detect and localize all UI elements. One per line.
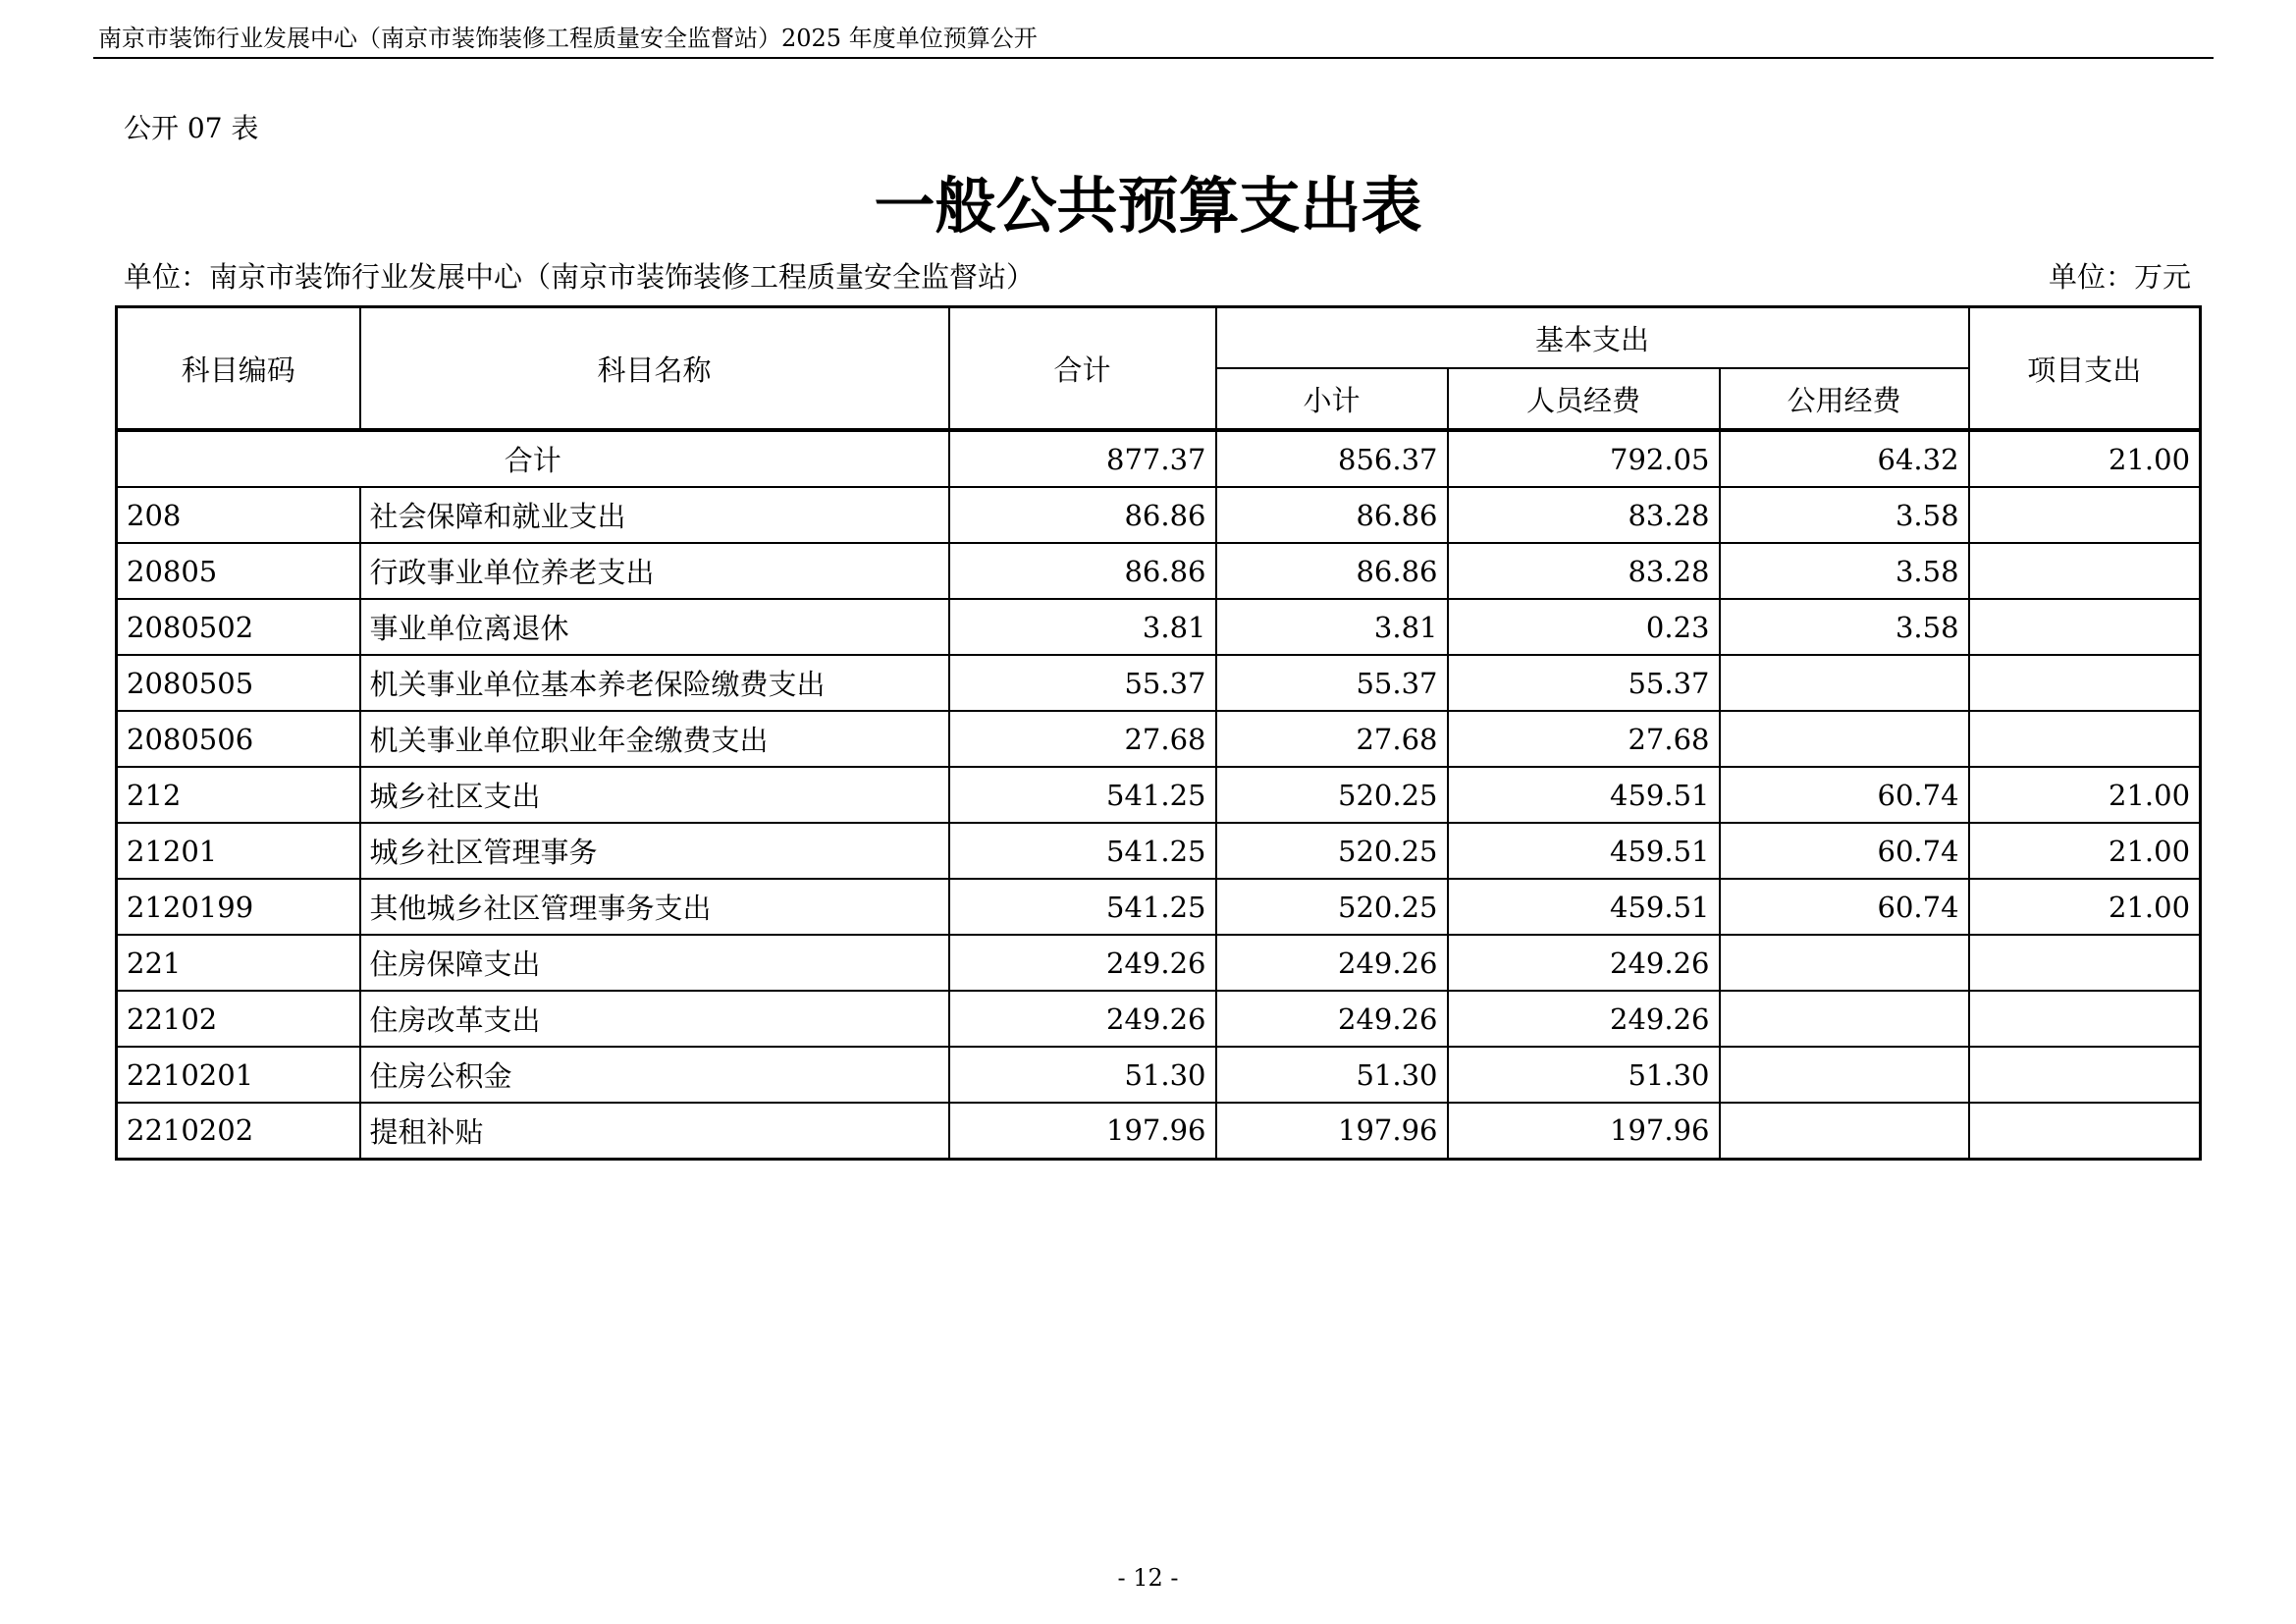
row-subtotal: 249.26 xyxy=(1216,935,1448,991)
total-total: 877.37 xyxy=(949,430,1216,487)
row-personnel: 459.51 xyxy=(1448,879,1720,935)
total-project: 21.00 xyxy=(1969,430,2201,487)
row-total: 249.26 xyxy=(949,935,1216,991)
row-personnel: 459.51 xyxy=(1448,823,1720,879)
unit-currency: 单位：万元 xyxy=(2048,260,2191,294)
row-public: 3.58 xyxy=(1720,543,1969,599)
row-name: 城乡社区支出 xyxy=(360,767,949,823)
row-code: 221 xyxy=(117,935,360,991)
row-code: 2210201 xyxy=(117,1047,360,1103)
row-subtotal: 249.26 xyxy=(1216,991,1448,1047)
table-row xyxy=(117,991,2201,1047)
row-code: 2080505 xyxy=(117,655,360,711)
row-total: 249.26 xyxy=(949,991,1216,1047)
row-public: 60.74 xyxy=(1720,823,1969,879)
row-project xyxy=(1969,599,2201,655)
row-total: 197.96 xyxy=(949,1103,1216,1159)
row-personnel: 27.68 xyxy=(1448,711,1720,767)
total-label: 合计 xyxy=(117,430,949,487)
row-project xyxy=(1969,1103,2201,1159)
row-project xyxy=(1969,1047,2201,1103)
row-code: 212 xyxy=(117,767,360,823)
row-project: 21.00 xyxy=(1969,767,2201,823)
row-project: 21.00 xyxy=(1969,823,2201,879)
row-subtotal: 3.81 xyxy=(1216,599,1448,655)
row-total: 86.86 xyxy=(949,543,1216,599)
row-code: 2210202 xyxy=(117,1103,360,1159)
row-code: 22102 xyxy=(117,991,360,1047)
row-subtotal: 520.25 xyxy=(1216,823,1448,879)
table-row xyxy=(117,711,2201,767)
unit-organization: 单位：南京市装饰行业发展中心（南京市装饰装修工程质量安全监督站） xyxy=(124,260,1036,294)
row-project xyxy=(1969,935,2201,991)
row-name: 行政事业单位养老支出 xyxy=(360,543,949,599)
row-public xyxy=(1720,935,1969,991)
row-project xyxy=(1969,711,2201,767)
row-code: 20805 xyxy=(117,543,360,599)
row-total: 27.68 xyxy=(949,711,1216,767)
row-personnel: 249.26 xyxy=(1448,991,1720,1047)
page-title: 一般公共预算支出表 xyxy=(874,170,1422,242)
row-name: 社会保障和就业支出 xyxy=(360,487,949,543)
row-subtotal: 520.25 xyxy=(1216,767,1448,823)
row-name: 其他城乡社区管理事务支出 xyxy=(360,879,949,935)
row-project xyxy=(1969,991,2201,1047)
table-row xyxy=(117,879,2201,935)
row-personnel: 459.51 xyxy=(1448,767,1720,823)
total-subtotal: 856.37 xyxy=(1216,430,1448,487)
row-subtotal: 27.68 xyxy=(1216,711,1448,767)
row-personnel: 83.28 xyxy=(1448,543,1720,599)
row-name: 住房公积金 xyxy=(360,1047,949,1103)
row-subtotal: 86.86 xyxy=(1216,543,1448,599)
row-project xyxy=(1969,543,2201,599)
row-total: 541.25 xyxy=(949,879,1216,935)
col-header-basic: 基本支出 xyxy=(1216,307,1969,369)
row-public: 60.74 xyxy=(1720,767,1969,823)
row-public xyxy=(1720,991,1969,1047)
row-total: 541.25 xyxy=(949,767,1216,823)
row-total: 51.30 xyxy=(949,1047,1216,1103)
row-code: 2080506 xyxy=(117,711,360,767)
row-personnel: 55.37 xyxy=(1448,655,1720,711)
row-name: 住房改革支出 xyxy=(360,991,949,1047)
col-header-subtotal: 小计 xyxy=(1216,368,1448,430)
row-public xyxy=(1720,1103,1969,1159)
table-row xyxy=(117,599,2201,655)
row-name: 城乡社区管理事务 xyxy=(360,823,949,879)
row-project: 21.00 xyxy=(1969,879,2201,935)
page-number: - 12 - xyxy=(1117,1564,1179,1592)
table-row xyxy=(117,487,2201,543)
col-header-total: 合计 xyxy=(949,307,1216,431)
row-code: 21201 xyxy=(117,823,360,879)
table-row xyxy=(117,1103,2201,1159)
col-header-code: 科目编码 xyxy=(117,307,360,431)
row-total: 3.81 xyxy=(949,599,1216,655)
header-divider xyxy=(93,57,2214,59)
row-name: 住房保障支出 xyxy=(360,935,949,991)
row-project xyxy=(1969,487,2201,543)
row-public xyxy=(1720,1047,1969,1103)
row-public: 60.74 xyxy=(1720,879,1969,935)
row-subtotal: 51.30 xyxy=(1216,1047,1448,1103)
row-personnel: 51.30 xyxy=(1448,1047,1720,1103)
row-public: 3.58 xyxy=(1720,599,1969,655)
row-total: 541.25 xyxy=(949,823,1216,879)
row-name: 提租补贴 xyxy=(360,1103,949,1159)
col-header-name: 科目名称 xyxy=(360,307,949,431)
table-code: 公开 07 表 xyxy=(124,112,259,144)
row-subtotal: 86.86 xyxy=(1216,487,1448,543)
row-personnel: 249.26 xyxy=(1448,935,1720,991)
row-code: 2080502 xyxy=(117,599,360,655)
col-header-personnel: 人员经费 xyxy=(1448,368,1720,430)
table-row xyxy=(117,543,2201,599)
table-row xyxy=(117,935,2201,991)
total-row xyxy=(117,430,2201,487)
row-subtotal: 55.37 xyxy=(1216,655,1448,711)
row-name: 机关事业单位基本养老保险缴费支出 xyxy=(360,655,949,711)
table-row xyxy=(117,767,2201,823)
row-name: 事业单位离退休 xyxy=(360,599,949,655)
row-name: 机关事业单位职业年金缴费支出 xyxy=(360,711,949,767)
row-public xyxy=(1720,711,1969,767)
table-row xyxy=(117,655,2201,711)
running-header: 南京市装饰行业发展中心（南京市装饰装修工程质量安全监督站）2025 年度单位预算公开 xyxy=(98,25,1038,52)
row-subtotal: 520.25 xyxy=(1216,879,1448,935)
col-header-project: 项目支出 xyxy=(1969,307,2201,431)
row-personnel: 197.96 xyxy=(1448,1103,1720,1159)
table-row xyxy=(117,1047,2201,1103)
row-project xyxy=(1969,655,2201,711)
total-public: 64.32 xyxy=(1720,430,1969,487)
row-code: 2120199 xyxy=(117,879,360,935)
budget-table xyxy=(115,305,2202,1161)
table-row xyxy=(117,823,2201,879)
row-code: 208 xyxy=(117,487,360,543)
row-subtotal: 197.96 xyxy=(1216,1103,1448,1159)
row-public: 3.58 xyxy=(1720,487,1969,543)
row-personnel: 83.28 xyxy=(1448,487,1720,543)
row-total: 55.37 xyxy=(949,655,1216,711)
row-public xyxy=(1720,655,1969,711)
row-personnel: 0.23 xyxy=(1448,599,1720,655)
total-personnel: 792.05 xyxy=(1448,430,1720,487)
row-total: 86.86 xyxy=(949,487,1216,543)
col-header-public: 公用经费 xyxy=(1720,368,1969,430)
